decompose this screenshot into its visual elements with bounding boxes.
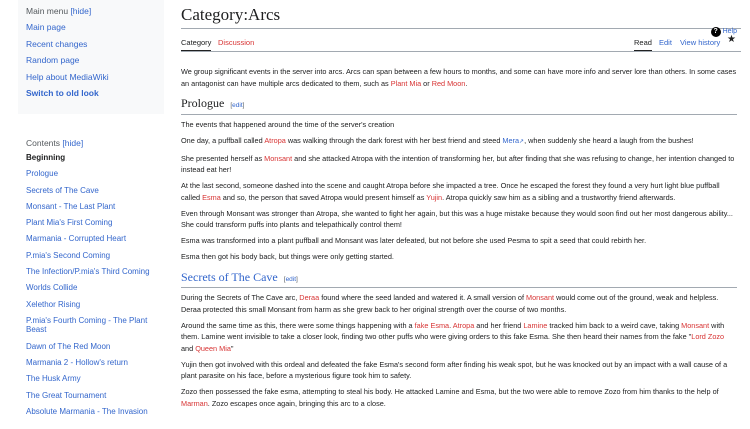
sidebar [18,0,164,416]
link-red-moon[interactable]: Red Moon [431,78,466,88]
main-menu-heading [26,6,156,16]
text: would come out of the ground, weak and helpless. Deraa protected this small Monsant from harm as she grew back to her original strength over the course of two months. [181,293,719,314]
paragraph [181,153,737,176]
link-monsant[interactable]: Monsant [526,293,555,302]
external-link-icon: ↗ [519,138,525,145]
link-queen-mia[interactable]: Queen Mia [195,343,231,353]
main-menu-title: Main menu [26,6,69,16]
link-monsant[interactable]: Monsant [681,320,710,330]
section-heading-prologue [181,98,737,115]
tab-discussion[interactable]: Discussion [218,38,255,47]
toc-item[interactable]: Monsant - The Last Plant [26,201,116,211]
toc-item[interactable]: Worlds Collide [26,283,78,293]
text: . Atropa quickly saw him as a sibling and a trustworthy friend afterwards. [442,192,676,202]
link-monsant[interactable]: Monsant [264,153,293,163]
heading-text: Prologue [181,96,225,110]
toc-item[interactable]: The Infection/P.mia's Third Coming [26,267,150,277]
text: and she attacked Atropa with the intention of transforming her, but after finding that she was refusing to change, her intention changed to instead eat her! [181,153,735,174]
paragraph [181,320,737,355]
link-mera[interactable]: Mera [502,135,520,145]
help-label: Help [722,28,737,35]
paragraph: Esma was transformed into a plant puffball and Monsant was later defeated, but not before she used Pesma to spit a seed that could rebirth her. [181,236,647,245]
text: , when suddenly she heard a laugh from the bushes! [524,135,694,145]
paragraph: Even through Monsant was stronger than Atropa, she wanted to fight her again, but this was a huge mistake because they would soon find out her most dangerous ability... She could transform puffs into plants and telepathically control them! [181,208,733,229]
watch-star-icon[interactable]: ★ [727,34,736,45]
main-content [181,0,741,408]
link-marman[interactable]: Marman [181,398,208,408]
link-lamine[interactable]: Lamine [523,320,548,330]
text: . [449,320,453,330]
toc-item[interactable]: P.mia's Second Coming [26,250,111,260]
menu-item-main-page[interactable]: Main page [26,22,66,32]
toc-item[interactable]: Absolute Marmania - The Invasion [26,406,148,416]
intro-paragraph [181,66,737,89]
toc-item[interactable]: Marmania 2 - Hollow's return [26,358,129,368]
link-lord-zozo[interactable]: Lord Zozo [691,332,725,341]
link-atropa[interactable]: Atropa [452,320,475,330]
table-of-contents [26,138,156,423]
main-menu-hide-link[interactable]: [hide] [70,6,92,16]
page-title: Category:Arcs [181,5,741,29]
edit-section-link[interactable]: [edit] [283,275,298,283]
heading-text: Secrets of The Cave [181,269,278,284]
link-yujin[interactable]: Yujin [426,192,443,202]
link-atropa[interactable]: Atropa [264,135,286,145]
edit-section-link[interactable]: [edit] [230,102,245,109]
toc-item[interactable]: The Husk Army [26,374,81,384]
text: Around the same time as this, there were some things happening with a [181,320,415,330]
page-tabs [181,29,741,52]
tab-read[interactable]: Read [634,38,652,51]
edit-text[interactable]: edit [232,102,243,109]
menu-item-help[interactable]: Help about MediaWiki [26,71,109,82]
text: During the Secrets of The Cave arc, [181,293,300,302]
toc-item[interactable]: Plant Mia's First Coming [26,218,113,228]
text: was walking through the dark forest with her best friend and steed [285,135,503,145]
menu-item-recent-changes[interactable]: Recent changes [26,38,88,49]
text: " [230,343,234,353]
link-plant-mia[interactable]: Plant Mia [390,78,422,88]
text: She presented herself as [181,153,265,163]
toc-item[interactable]: P.mia's Fourth Coming - The Plant Beast [26,315,148,335]
paragraph [181,180,737,203]
paragraph [181,135,737,149]
text: and her friend [474,320,524,330]
text: At the last second, someone dashed into the scene and caught Atropa before she impacted a tree. Once he escaped the forest they found a very hurt light blue puffball called [181,181,720,202]
text: tracked him back to a weird cave, taking [547,320,682,330]
toc-item[interactable]: Dawn of The Red Moon [26,341,111,351]
toc-item[interactable]: The Great Tournament [26,390,107,400]
menu-item-random-page[interactable]: Random page [26,55,80,65]
help-link[interactable] [711,27,737,37]
link-deraa[interactable]: Deraa [299,293,320,302]
text: . Zozo escapes once again, bringing this arc to a close. [207,398,386,408]
paragraph: Yujin then got involved with this ordeal and defeated the fake Esma's second form after finding his weak spot, but he was knocked out by an impact with a wall cause of a plant parasite on his face, before a mysterious figure took him to safety. [181,359,728,380]
toc-heading [26,138,156,148]
paragraph [181,292,737,315]
paragraph [181,386,737,409]
help-icon: ? [711,27,721,37]
main-menu [18,0,164,114]
text: One day, a puffball called [181,135,265,145]
toc-item[interactable]: Xelethor Rising [26,299,81,309]
paragraph: Esma then got his body back, but things were only getting started. [181,252,394,261]
tab-category[interactable]: Category [181,38,211,51]
toc-item[interactable]: Secrets of The Cave [26,185,99,195]
toc-item-beginning[interactable]: Beginning [26,153,66,162]
tab-view-history[interactable]: View history [680,38,721,47]
toc-item[interactable]: Marmania - Corrupted Heart [26,234,127,244]
toc-hide-link[interactable]: [hide] [62,138,84,148]
text: and so, the person that saved Atropa would present himself as [220,192,427,202]
text: or [421,78,432,88]
tab-edit[interactable]: Edit [659,38,672,47]
paragraph: The events that happened around the time of the server's creation [181,119,395,129]
text: found where the seed landed and watered it. A small version of [319,293,527,302]
link-esma[interactable]: Esma [202,192,221,202]
text: and [181,343,196,353]
text: Zozo then possessed the fake esma, attempting to steal his body. He attacked Lamine and Esma, but the two were able to remove Zozo from him thanks to the help of [181,387,719,396]
text: with them. Lamine went invisible to take a closer look, finding two other puffs who were giving orders to this fake Esma. She then heard their names from the fake " [181,320,725,341]
toc-item[interactable]: Prologue [26,169,59,179]
toc-title: Contents [26,138,61,148]
switch-old-look-link[interactable]: Switch to old look [26,88,99,98]
link-fake-esma[interactable]: fake Esma [414,320,450,330]
text: . [465,78,468,88]
section-heading-secrets-of-the-cave [181,269,737,289]
article-body [181,66,737,414]
text: We group significant events in the server into arcs. Arcs can span between a few hours to months, and some can have more info and server lore than others. In some cases an antagonist can have multiple arcs dedicated to them, such as [181,67,737,88]
edit-text[interactable]: edit [285,275,297,283]
